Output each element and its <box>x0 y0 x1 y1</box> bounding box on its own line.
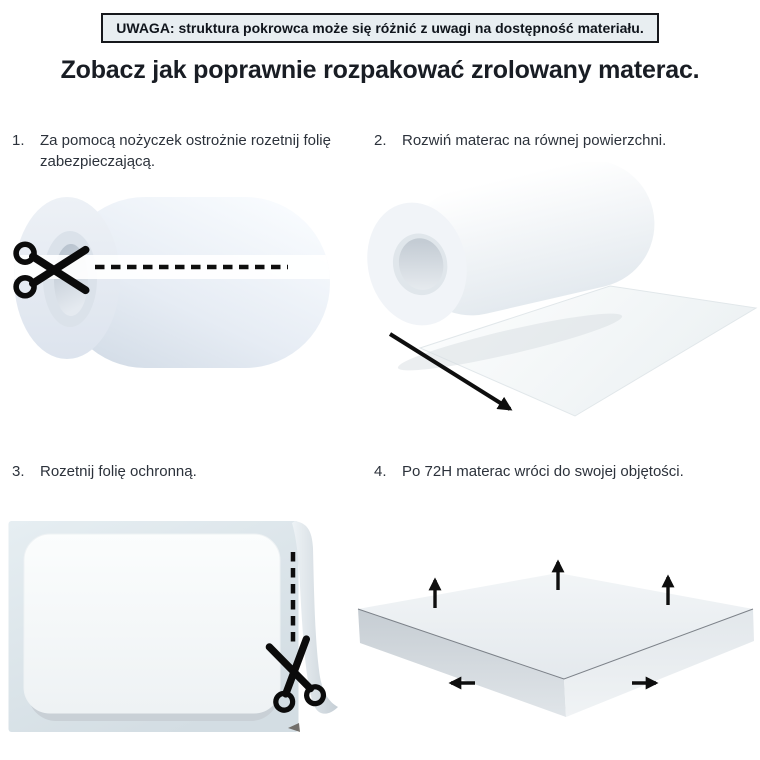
notice-banner <box>101 13 658 43</box>
step-2-number: 2. <box>374 132 387 149</box>
step-4-label: Po 72H materac wróci do swojej objętości. <box>402 463 684 480</box>
mattress-roll <box>14 197 330 368</box>
step-2-text <box>374 130 754 151</box>
step-2-label: Rozwiń materac na równej powierzchni. <box>402 132 667 149</box>
rolled-mattress-illustration <box>4 192 332 373</box>
step-1-label: Za pomocą nożyczek ostrożnie rozetnij folię zabezpieczającą. <box>40 132 331 170</box>
expanded-mattress-slab <box>358 573 754 717</box>
step-1-number: 1. <box>12 132 25 149</box>
step-3-number: 3. <box>12 463 25 480</box>
notice-text: UWAGA: struktura pokrowca może się różnić z uwagi na dostępność materiału. <box>116 20 644 36</box>
step-3-label: Rozetnij folię ochronną. <box>40 463 197 480</box>
unrolling-mattress-illustration <box>360 162 760 428</box>
step-1-text <box>12 130 332 172</box>
step-3-text <box>12 461 332 482</box>
flat-mattress-foil-illustration <box>8 514 340 756</box>
page-title: Zobacz jak poprawnie rozpakować zrolowany materac. <box>60 56 700 84</box>
step-4-number: 4. <box>374 463 387 480</box>
step-4-text <box>374 461 754 482</box>
flat-mattress <box>24 534 280 713</box>
expanding-mattress-illustration <box>355 540 760 758</box>
